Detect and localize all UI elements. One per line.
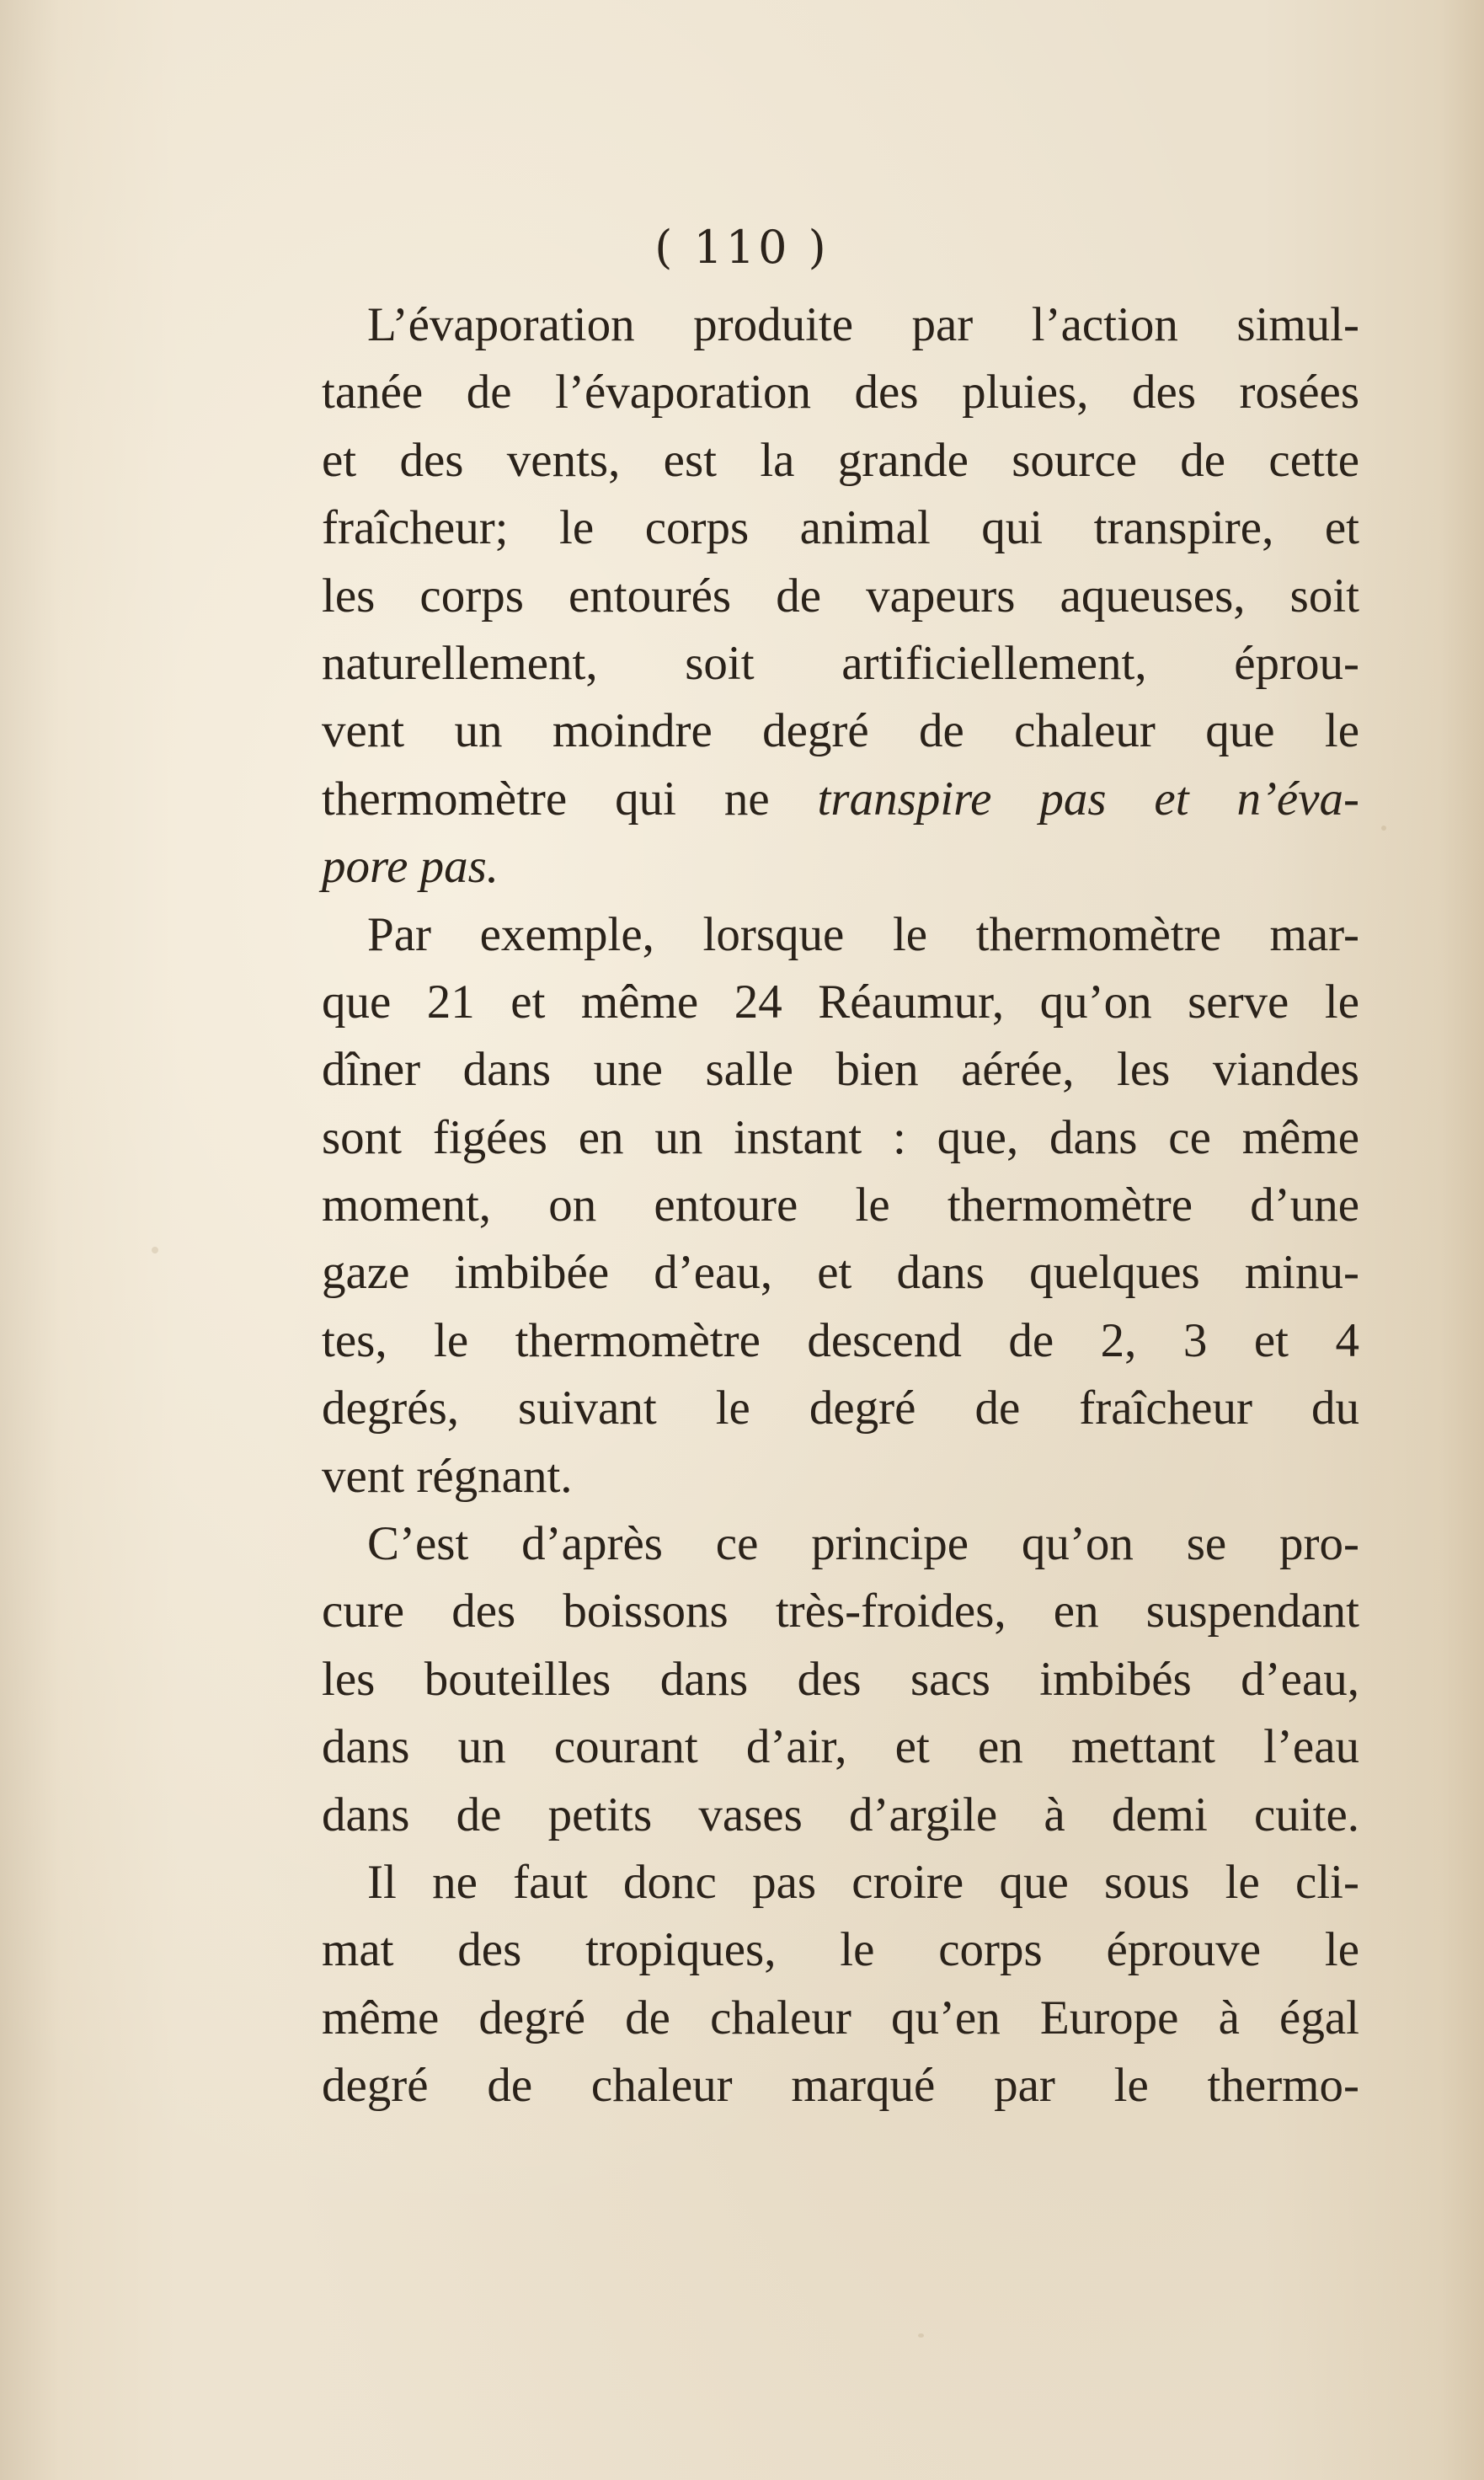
text-line: et des vents, est la grande source de cette (322, 433, 1359, 487)
text-line: L’évaporation produite par l’action simul- (367, 298, 1359, 351)
text-line: vent un moindre degré de chaleur que le (322, 704, 1359, 758)
paragraph (322, 1510, 1359, 1849)
text-line: dans de petits vases d’argile à demi cuite. (322, 1788, 1359, 1841)
text-line (322, 833, 1359, 901)
paper-spot (152, 1247, 158, 1253)
paper-spot (1381, 826, 1386, 831)
paragraph (322, 901, 1359, 1511)
text-line: naturellement, soit artificiellement, éprou- (322, 636, 1359, 690)
page-number: ( 110 ) (654, 221, 830, 274)
text-line: degrés, suivant le degré de fraîcheur du (322, 1382, 1359, 1435)
text-line: cure des boissons très-froides, en suspendant (322, 1585, 1359, 1638)
text-line: les bouteilles dans des sacs imbibés d’eau, (322, 1652, 1359, 1706)
text-line: moment, on entoure le thermomètre d’une (322, 1179, 1359, 1232)
text-span: thermomètre qui ne (322, 772, 770, 826)
text-line: dîner dans une salle bien aérée, les viandes (322, 1043, 1359, 1097)
text-line: tanée de l’évaporation des pluies, des rosées (322, 366, 1359, 420)
paragraph (322, 1849, 1359, 2120)
text-line: même degré de chaleur qu’en Europe à égal (322, 1991, 1359, 2044)
paper-spot (918, 2333, 924, 2338)
body-text (322, 291, 1359, 2120)
text-line: gaze imbibée d’eau, et dans quelques minu- (322, 1246, 1359, 1300)
italic-text: pore pas. (322, 840, 499, 894)
text-line: sont figées en un instant : que, dans ce même (322, 1110, 1359, 1164)
text-line: tes, le thermomètre descend de 2, 3 et 4 (322, 1313, 1359, 1367)
text-line: vent régnant. (322, 1449, 573, 1503)
text-line: que 21 et même 24 Réaumur, qu’on serve le (322, 975, 1359, 1029)
text-line: degré de chaleur marqué par le thermo- (322, 2059, 1359, 2113)
text-line: fraîcheur; le corps animal qui transpire, et (322, 501, 1359, 555)
text-line: C’est d’après ce principe qu’on se pro- (367, 1517, 1359, 1571)
text-line: dans un courant d’air, et en mettant l’eau (322, 1720, 1359, 1774)
text-line: Il ne faut donc pas croire que sous le cli- (367, 1855, 1359, 1909)
text-line: Par exemple, lorsque le thermomètre mar- (367, 907, 1359, 961)
italic-text: transpire pas et n’éva- (817, 772, 1360, 826)
text-line: les corps entourés de vapeurs aqueuses, soit (322, 569, 1359, 623)
text-line (322, 766, 1359, 833)
text-line: mat des tropiques, le corps éprouve le (322, 1923, 1359, 1977)
paragraph (322, 291, 1359, 901)
